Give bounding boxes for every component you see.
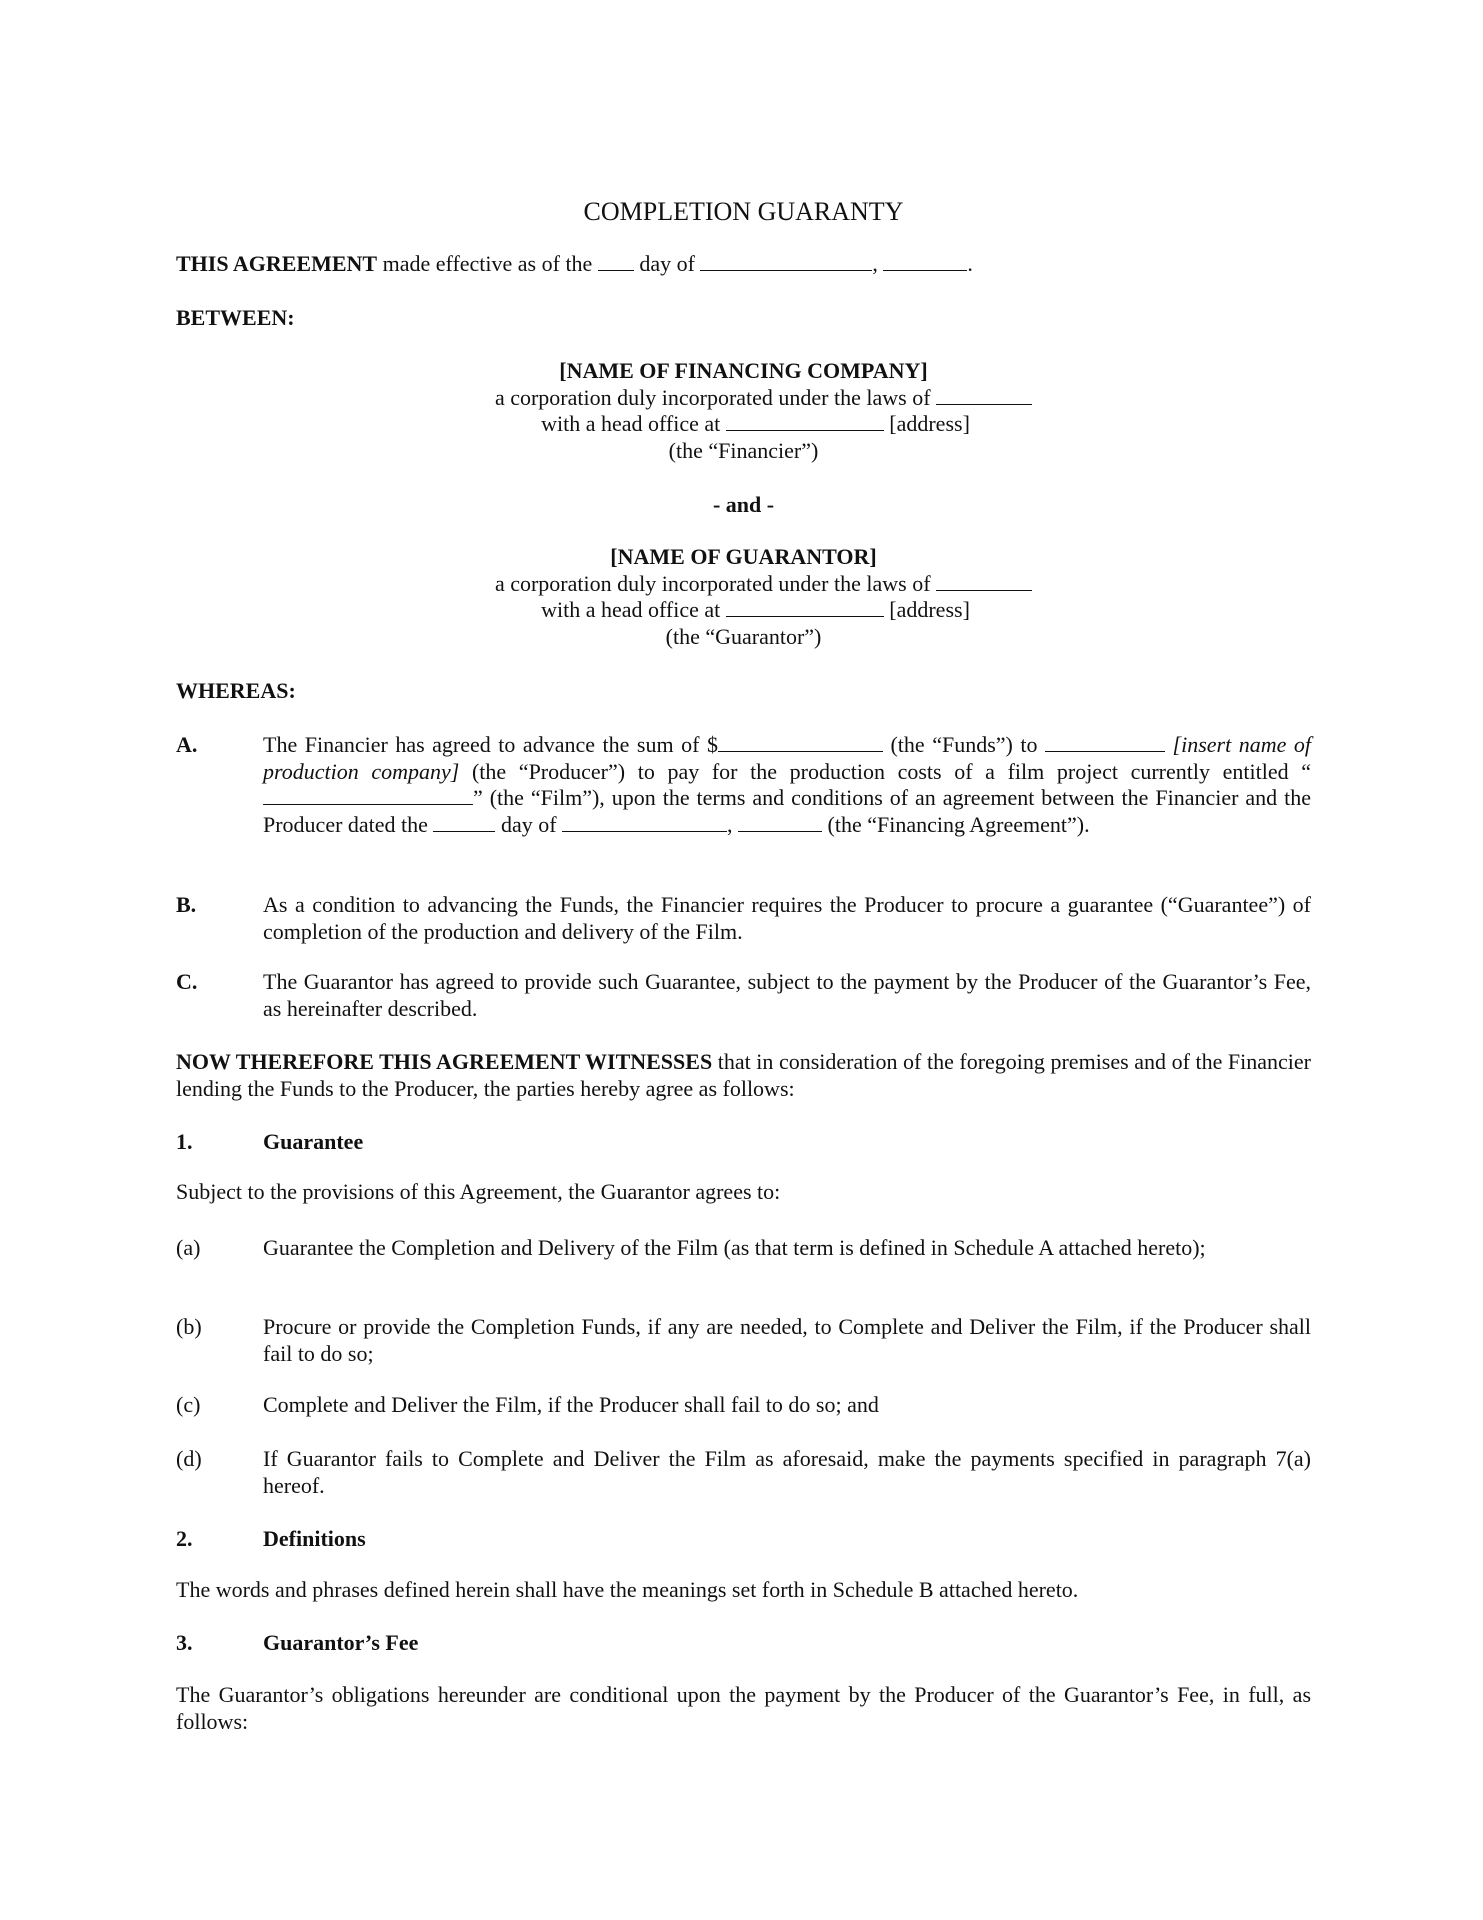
recital-text: The Financier has agreed to advance the sum of $ [263,732,718,757]
recital-text: (the “Producer”) to pay for the production costs of a film project currently entitled “ [459,758,1311,784]
intro-bold: THIS AGREEMENT [176,251,378,276]
blank-day[interactable] [598,252,634,271]
financier-party [176,358,1311,464]
guarantor-name: [NAME OF GUARANTOR] [610,544,877,569]
list-text: Procure or provide the Completion Funds, if any are needed, to Complete and Deliver the Film, if the Producer shall fail to do so; [263,1314,1311,1366]
recital-label: C. [176,969,198,994]
recital-text: The Guarantor has agreed to provide such Guarantee, subject to the payment by the Producer of the Guarantor’s Fee, as hereinafter described. [263,969,1311,1021]
financier-name: [NAME OF FINANCING COMPANY] [559,358,928,383]
agreement-intro [176,251,1311,278]
blank-jurisdiction[interactable] [936,386,1032,405]
recital-label: B. [176,892,197,917]
blank-producer[interactable] [1045,733,1165,752]
list-label: (d) [176,1446,202,1471]
blank-amount[interactable] [718,733,883,752]
recital-text: As a condition to advancing the Funds, the Financier requires the Producer to procure a guarantee (“Guarantee”) of completion of the production and delivery of the Film. [263,892,1311,944]
financier-address-label: with a head office at [541,411,726,436]
list-label: (c) [176,1392,201,1417]
section-title: Guarantee [263,1129,364,1154]
section-title: Guarantor’s Fee [263,1630,419,1655]
and-separator: - and - [712,492,775,517]
blank-year[interactable] [738,813,822,832]
recital-text: (the “Financing Agreement”). [822,811,1090,837]
section-title: Definitions [263,1526,366,1551]
blank-day[interactable] [433,813,495,832]
recital-label: A. [176,732,198,757]
intro-text: , [872,251,884,276]
section-1-intro: Subject to the provisions of this Agreement, the Guarantor agrees to: [176,1179,781,1204]
recital-placeholder: [insert name of production company] [263,732,1312,784]
intro-text: day of [633,251,701,276]
section-number: 2. [176,1526,193,1551]
section-3-text: The Guarantor’s obligations hereunder are conditional upon the payment by the Producer of the Guarantor’s Fee, in full, as follows: [176,1682,1311,1734]
intro-text: made effective as of the [377,251,598,276]
now-bold: NOW THEREFORE THIS AGREEMENT WITNESSES [176,1049,713,1074]
recital-text: (the “Funds”) to [882,732,1045,757]
section-2-text: The words and phrases defined herein shall have the meanings set forth in Schedule B attached hereto. [176,1577,1079,1602]
whereas-heading: WHEREAS: [176,678,296,703]
blank-month[interactable] [562,813,727,832]
section-number: 3. [176,1630,193,1655]
financier-address-note: [address] [883,411,970,436]
recital-a [176,732,1311,838]
recital-text: ” (the “Film”), upon the terms and conditions of an agreement between the Financier and the Producer dated the [263,785,1311,837]
blank-jurisdiction[interactable] [936,572,1032,591]
section-number: 1. [176,1129,193,1154]
blank-address[interactable] [726,412,884,431]
blank-address[interactable] [726,598,884,617]
list-label: (b) [176,1314,202,1339]
guarantor-address-note: [address] [883,597,970,622]
guarantor-jurisdiction-label: a corporation duly incorporated under the laws of [494,570,937,596]
section-1-heading [176,1129,1311,1156]
intro-text: . [967,251,973,276]
guarantor-defined-term: (the “Guarantor”) [665,623,822,649]
document-title: COMPLETION GUARANTY [583,197,904,226]
financier-defined-term: (the “Financier”) [668,437,819,463]
recital-c [176,969,1311,1022]
section-2-heading [176,1526,1311,1553]
list-item-d [176,1446,1311,1499]
blank-year[interactable] [883,252,967,271]
financier-jurisdiction-label: a corporation duly incorporated under the laws of [494,384,937,410]
recital-text: , [727,811,739,837]
guarantor-address-label: with a head office at [541,597,726,622]
list-item-b [176,1314,1311,1367]
guarantor-party [176,544,1311,650]
recital-b [176,892,1311,945]
between-heading: BETWEEN: [176,305,295,330]
list-text: If Guarantor fails to Complete and Deliver the Film as aforesaid, make the payments specified in paragraph 7(a) hereof. [263,1446,1311,1498]
section-3-heading [176,1630,1311,1657]
recital-text: day of [495,811,563,837]
list-text: Complete and Deliver the Film, if the Producer shall fail to do so; and [263,1392,879,1417]
list-item-c [176,1392,1311,1419]
now-therefore-clause [176,1049,1311,1102]
list-label: (a) [176,1235,201,1260]
blank-film-title[interactable] [263,786,473,805]
list-text: Guarantee the Completion and Delivery of the Film (as that term is defined in Schedule A attached hereto); [263,1235,1206,1260]
now-text: that in consideration of the foregoing premises and of the Financier lending the Funds to the Producer, the parties hereby agree as follows: [176,1049,1311,1101]
blank-month[interactable] [700,252,872,271]
list-item-a [176,1235,1311,1262]
